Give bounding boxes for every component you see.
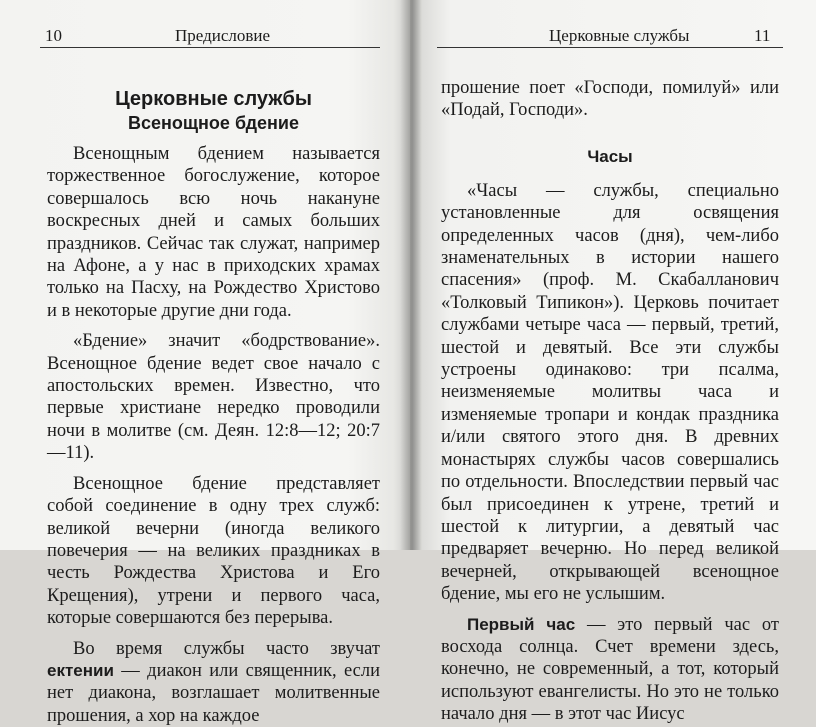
right-body xyxy=(441,77,779,726)
right-running-title: Церковные службы xyxy=(549,26,690,45)
left-header-rule xyxy=(40,47,380,48)
paragraph-text: Во время службы часто звучат xyxy=(73,638,380,659)
right-page-number: 11 xyxy=(754,26,771,45)
paragraph: Всенощным бдением называется торжественное богослужение, которое совершалось всю ночь накануне воскресных дней и самых больших праздников. Сейчас так служат, например на Афоне, а у нас в приходских храмах только на Пасху, на Рождество Христово и в некоторые другие дни года. xyxy=(47,144,380,321)
bold-term: ектении xyxy=(47,660,114,680)
right-page xyxy=(410,0,816,725)
paragraph-text: — диакон или священник, если нет диакона, возглашает молитвенные прошения, а хор на каждое xyxy=(47,660,381,726)
book-spine-shadow xyxy=(400,0,422,550)
bold-term: Первый час xyxy=(467,614,576,634)
section-heading: Церковные службы xyxy=(115,88,312,110)
paragraph: Всенощное бдение представляет собой соединение в одну трех служб: великой вечерни (иногда великого повечерия — на великих праздниках в честь Рождества Христова и Его Крещения), утрени и первого часа, которые совершаются без перерыва. xyxy=(47,473,380,629)
paragraph-text: — это первый час от восхода солнца. Счет времени здесь, конечно, не современный, а тот, который используют евангелисты. Но это не только начало дня — в этот час Иисус xyxy=(441,614,779,725)
paragraph: «Бдение» значит «бодрствование». Всенощное бдение ведет свое начало с апостольских времен. Известно, что первые христиане нередко проводили ночи в молитве (см. Деян. 12:8—12; 20:7—11). xyxy=(47,331,380,464)
left-body xyxy=(47,87,380,727)
paragraph: «Часы — службы, специально установленные для освящения определенных часов (дня), чем-либо знаменательных в истории нашего спасения» (проф. М. Скабалланович «Толковый Типикон»). Церковь почитает службами четыре часа — первый, третий, шестой и девятый. Все эти службы устроены одинаково: три псалма, неизменяемые молитвы часа и изменяемые тропари и кондак праздника и/или святого этого дня. В древних монастырях службы часов совершались по отдельности. Впоследствии первый час был присоединен к утрене, третий и шестой к литургии, а девятый час предваряет вечерню. Но перед великой вечерней, открывающей всенощное бдение, мы его не услышим. xyxy=(441,180,779,605)
right-header-rule xyxy=(437,47,783,48)
paragraph-continuation: прошение поет «Господи, помилуй» или «Подай, Господи». xyxy=(441,78,779,121)
left-running-title: Предисловие xyxy=(175,26,271,45)
left-page-number: 10 xyxy=(45,26,62,45)
section-heading: Часы xyxy=(587,146,633,166)
paragraph xyxy=(47,638,380,727)
paragraph xyxy=(441,614,779,726)
section-subheading: Всенощное бдение xyxy=(127,113,299,133)
